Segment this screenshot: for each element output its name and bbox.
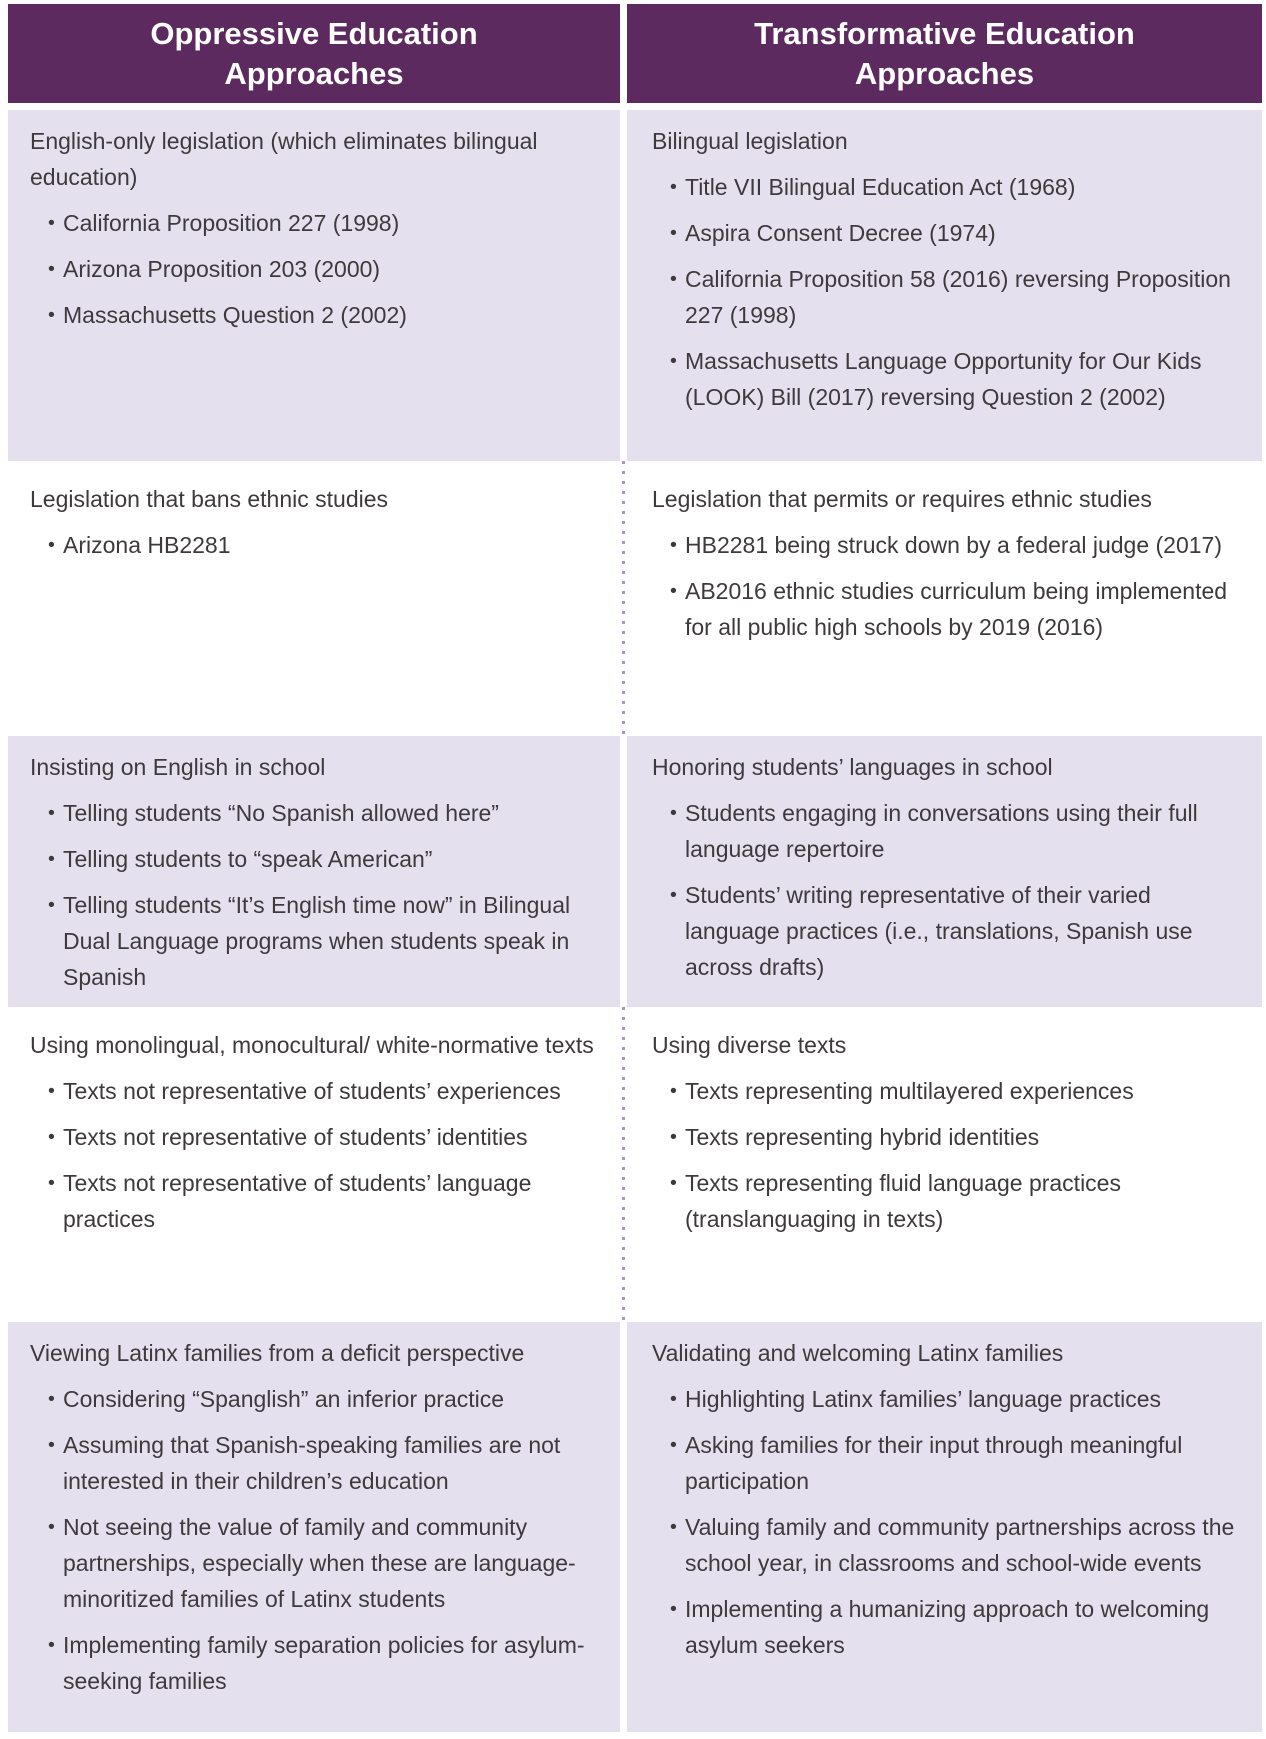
- bullet-dot: •: [670, 534, 677, 556]
- bullet-item: [652, 1591, 1246, 1663]
- cell-intro: Bilingual legislation: [652, 128, 848, 154]
- bullet-item: [30, 1381, 604, 1417]
- bullet-text: Massachusetts Question 2 (2002): [63, 302, 407, 328]
- bullet-item: [652, 1427, 1246, 1499]
- cell-row5-transformative: [627, 1322, 1262, 1732]
- cell-row5-oppressive: [8, 1322, 620, 1732]
- bullet-dot: •: [670, 884, 677, 906]
- bullet-dot: •: [670, 350, 677, 372]
- bullet-item: [652, 261, 1246, 333]
- bullet-text: Arizona HB2281: [63, 532, 231, 558]
- cell-row1-oppressive: [8, 110, 620, 461]
- bullet-text: Aspira Consent Decree (1974): [685, 220, 996, 246]
- bullet-item: [30, 1627, 604, 1699]
- bullet-text: Telling students to “speak American”: [63, 846, 433, 872]
- bullet-dot: •: [48, 802, 55, 824]
- bullet-dot: •: [670, 1434, 677, 1456]
- cell-intro: Legislation that permits or requires ethnic studies: [652, 486, 1152, 512]
- bullet-list: [652, 795, 1246, 985]
- header-cell-transformative: [627, 4, 1262, 103]
- bullet-text: Students’ writing representative of their varied language practices (i.e., translations, Spanish use across drafts): [685, 882, 1193, 980]
- bullet-item: [30, 1073, 604, 1109]
- bullet-text: Texts representing hybrid identities: [685, 1124, 1040, 1150]
- bullet-item: [30, 1427, 604, 1499]
- bullet-text: Arizona Proposition 203 (2000): [63, 256, 381, 282]
- bullet-dot: •: [48, 1388, 55, 1410]
- bullet-text: California Proposition 58 (2016) reversing Proposition 227 (1998): [685, 266, 1231, 328]
- bullet-dot: •: [48, 1634, 55, 1656]
- bullet-text: HB2281 being struck down by a federal judge (2017): [685, 532, 1223, 558]
- table-row-4: [8, 1014, 1262, 1315]
- bullet-item: [30, 297, 604, 333]
- bullet-dot: •: [48, 212, 55, 234]
- bullet-dot: •: [670, 222, 677, 244]
- bullet-text: AB2016 ethnic studies curriculum being implemented for all public high schools by 2019 (2016): [685, 578, 1228, 640]
- cell-intro: English-only legislation (which eliminates bilingual education): [30, 128, 538, 190]
- cell-intro: Honoring students’ languages in school: [652, 754, 1053, 780]
- bullet-text: Massachusetts Language Opportunity for Our Kids (LOOK) Bill (2017) reversing Question 2 (2002): [685, 348, 1202, 410]
- cell-row4-oppressive: [8, 1014, 620, 1315]
- header-cell-oppressive: [8, 4, 620, 103]
- bullet-text: Telling students “It’s English time now” in Bilingual Dual Language programs when students speak in Spanish: [63, 892, 571, 990]
- bullet-item: [30, 795, 604, 831]
- bullet-item: [652, 343, 1246, 415]
- bullet-text: Implementing a humanizing approach to welcoming asylum seekers: [685, 1596, 1210, 1658]
- bullet-item: [652, 215, 1246, 251]
- bullet-text: Not seeing the value of family and community partnerships, especially when these are language-minoritized families of Latinx students: [63, 1514, 576, 1612]
- bullet-text: Students engaging in conversations using their full language repertoire: [685, 800, 1198, 862]
- bullet-list: [652, 169, 1246, 415]
- bullet-dot: •: [48, 1172, 55, 1194]
- bullet-dot: •: [48, 1516, 55, 1538]
- bullet-text: Assuming that Spanish-speaking families are not interested in their children’s education: [63, 1432, 561, 1494]
- bullet-item: [652, 795, 1246, 867]
- table-row-2: [8, 468, 1262, 729]
- bullet-item: [30, 205, 604, 241]
- bullet-list: [30, 527, 604, 563]
- bullet-dot: •: [48, 894, 55, 916]
- bullet-text: Texts representing multilayered experiences: [685, 1078, 1134, 1104]
- cell-row1-transformative: [627, 110, 1262, 461]
- bullet-text: Texts representing fluid language practices (translanguaging in texts): [685, 1170, 1121, 1232]
- bullet-list: [30, 1073, 604, 1237]
- bullet-list: [30, 1381, 604, 1699]
- bullet-dot: •: [670, 1388, 677, 1410]
- header-row: [8, 4, 1262, 103]
- bullet-dot: •: [670, 1080, 677, 1102]
- bullet-text: Telling students “No Spanish allowed here”: [63, 800, 499, 826]
- bullet-dot: •: [48, 304, 55, 326]
- bullet-text: California Proposition 227 (1998): [63, 210, 400, 236]
- cell-intro: Legislation that bans ethnic studies: [30, 486, 389, 512]
- bullet-list: [30, 795, 604, 995]
- bullet-dot: •: [48, 1080, 55, 1102]
- bullet-list: [652, 527, 1246, 645]
- table-row-5: [8, 1322, 1262, 1732]
- cell-row4-transformative: [627, 1014, 1262, 1315]
- bullet-item: [30, 527, 604, 563]
- bullet-text: Considering “Spanglish” an inferior practice: [63, 1386, 505, 1412]
- bullet-list: [652, 1381, 1246, 1663]
- cell-row2-transformative: [627, 468, 1262, 729]
- column-title-transformative: Transformative Education Approaches: [754, 15, 1135, 91]
- bullet-item: [30, 841, 604, 877]
- cell-intro: Insisting on English in school: [30, 754, 326, 780]
- bullet-item: [30, 1165, 604, 1237]
- bullet-item: [652, 573, 1246, 645]
- cell-row2-oppressive: [8, 468, 620, 729]
- bullet-item: [30, 251, 604, 287]
- bullet-dot: •: [670, 802, 677, 824]
- bullet-item: [652, 169, 1246, 205]
- bullet-dot: •: [48, 848, 55, 870]
- bullet-item: [652, 1381, 1246, 1417]
- table-row-3: [8, 736, 1262, 1007]
- cell-intro: Validating and welcoming Latinx families: [652, 1340, 1064, 1366]
- bullet-item: [652, 527, 1246, 563]
- table-row-1: [8, 110, 1262, 461]
- bullet-text: Texts not representative of students’ language practices: [63, 1170, 532, 1232]
- bullet-list: [652, 1073, 1246, 1237]
- bullet-text: Title VII Bilingual Education Act (1968): [685, 174, 1076, 200]
- bullet-item: [652, 1073, 1246, 1109]
- bullet-text: Texts not representative of students’ identities: [63, 1124, 528, 1150]
- bullet-dot: •: [48, 1434, 55, 1456]
- bullet-text: Valuing family and community partnerships across the school year, in classrooms and school-wide events: [685, 1514, 1235, 1576]
- bullet-dot: •: [670, 1172, 677, 1194]
- column-title-oppressive: Oppressive Education Approaches: [150, 15, 478, 91]
- cell-intro: Viewing Latinx families from a deficit perspective: [30, 1340, 525, 1366]
- bullet-item: [652, 1119, 1246, 1155]
- cell-row3-transformative: [627, 736, 1262, 1007]
- bullet-dot: •: [670, 580, 677, 602]
- bullet-dot: •: [670, 1126, 677, 1148]
- bullet-dot: •: [670, 268, 677, 290]
- cell-intro: Using diverse texts: [652, 1032, 847, 1058]
- cell-intro: Using monolingual, monocultural/ white-normative texts: [30, 1032, 594, 1058]
- bullet-dot: •: [48, 534, 55, 556]
- bullet-item: [652, 1165, 1246, 1237]
- bullet-item: [652, 1509, 1246, 1581]
- bullet-item: [30, 1509, 604, 1617]
- bullet-dot: •: [670, 176, 677, 198]
- bullet-text: Implementing family separation policies for asylum-seeking families: [63, 1632, 585, 1694]
- bullet-dot: •: [48, 1126, 55, 1148]
- bullet-item: [652, 877, 1246, 985]
- bullet-text: Texts not representative of students’ experiences: [63, 1078, 561, 1104]
- bullet-text: Highlighting Latinx families’ language practices: [685, 1386, 1162, 1412]
- bullet-dot: •: [670, 1516, 677, 1538]
- bullet-text: Asking families for their input through meaningful participation: [685, 1432, 1183, 1494]
- bullet-dot: •: [670, 1598, 677, 1620]
- bullet-item: [30, 887, 604, 995]
- bullet-dot: •: [48, 258, 55, 280]
- bullet-item: [30, 1119, 604, 1155]
- cell-row3-oppressive: [8, 736, 620, 1007]
- bullet-list: [30, 205, 604, 333]
